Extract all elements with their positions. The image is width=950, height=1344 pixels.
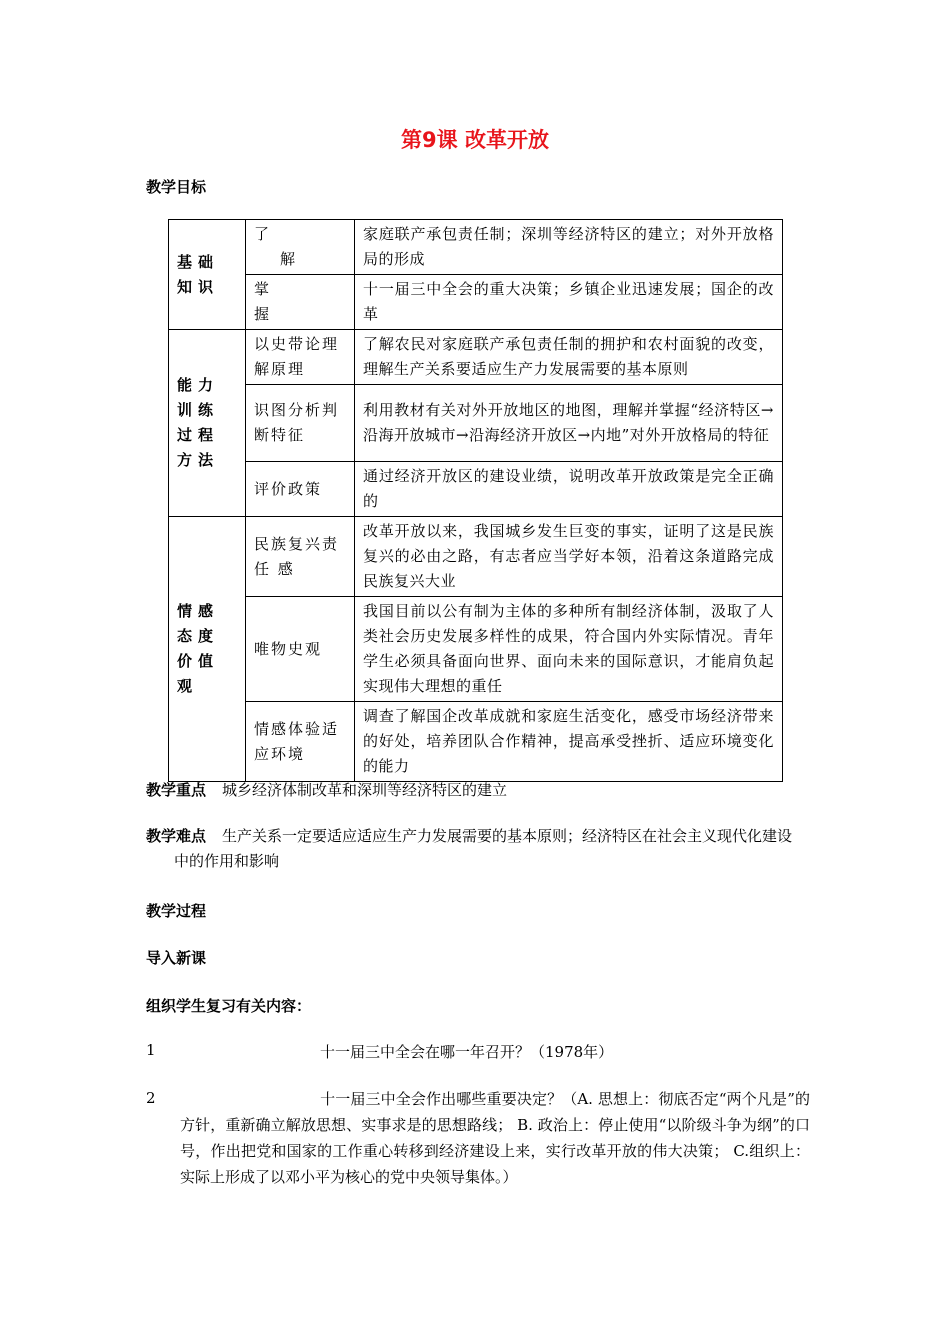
desc-historical-materialism: 我国目前以公有制为主体的多种所有制经济体制，汲取了人类社会历史发展多样性的成果，符合国内外实际情况。青年学生必须具备面向世界、面向未来的国际意识，才能肩负起实现伟大理想的重任 bbox=[355, 597, 783, 702]
question-text: 十一届三中全会在哪一年召开？（1978年） bbox=[320, 1043, 614, 1061]
table-row bbox=[169, 385, 783, 462]
table-row bbox=[169, 275, 783, 330]
question-number: 2 bbox=[146, 1089, 156, 1107]
desc-emotional-experience: 调查了解国企改革成就和家庭生活变化，感受市场经济带来的好处，培养团队合作精神，提高承受挫折、适应环境变化的能力 bbox=[355, 702, 783, 782]
table-row bbox=[169, 462, 783, 517]
sub-historical-materialism: 唯物史观 bbox=[246, 597, 355, 702]
question-number: 1 bbox=[146, 1041, 156, 1059]
key-point bbox=[146, 778, 806, 803]
sub-understand-a: 了 bbox=[254, 225, 272, 243]
review-heading: 组织学生复习有关内容： bbox=[146, 997, 312, 1015]
difficulty bbox=[146, 824, 806, 874]
category-basic: 基础知识 bbox=[169, 220, 246, 330]
desc-map-analysis: 利用教材有关对外开放地区的地图，理解并掌握“经济特区→沿海开放城市→沿海经济开放区→内地”对外开放格局的特征 bbox=[355, 385, 783, 462]
sub-history-theory: 以史带论理解原理 bbox=[246, 330, 355, 385]
sub-master-b: 握 bbox=[254, 305, 272, 323]
desc-history-theory: 了解农民对家庭联产承包责任制的拥护和农村面貌的改变，理解生产关系要适应生产力发展需要的基本原则 bbox=[355, 330, 783, 385]
sub-understand-b: 解 bbox=[280, 250, 298, 268]
sub-evaluate-policy: 评价政策 bbox=[246, 462, 355, 517]
difficulty-label: 教学难点 bbox=[146, 827, 207, 845]
key-point-label: 教学重点 bbox=[146, 781, 207, 799]
category-ability: 能力训练过程方法 bbox=[169, 330, 246, 517]
table-row bbox=[169, 597, 783, 702]
lesson-title: 第9课 改革开放 bbox=[401, 128, 549, 152]
sub-map-analysis: 识图分析判断特征 bbox=[246, 385, 355, 462]
key-point-text: 城乡经济体制改革和深圳等经济特区的建立 bbox=[222, 781, 508, 799]
table-row bbox=[169, 330, 783, 385]
desc-evaluate-policy: 通过经济开放区的建设业绩，说明改革开放政策是完全正确的 bbox=[355, 462, 783, 517]
sub-master-a: 掌 bbox=[254, 280, 272, 298]
question-item bbox=[180, 1086, 810, 1190]
question-item bbox=[180, 1039, 810, 1065]
category-emotion: 情感态度价值观 bbox=[169, 517, 246, 782]
table-row bbox=[169, 702, 783, 782]
goals-heading: 教学目标 bbox=[146, 178, 207, 196]
question-text: 十一届三中全会作出哪些重要决定？（A. 思想上：彻底否定“两个凡是”的方针，重新确立解放思想、实事求是的思想路线； B. 政治上：停止使用“以阶级斗争为纲”的口号，作出把党和国家的工作重心转移到经济建设上来，实行改革开放的伟大决策； C.组织上：实际上形成了以邓小平为核心的党中央领导集体。） bbox=[180, 1090, 810, 1186]
sub-emotional-experience: 情感体验适应环境 bbox=[246, 702, 355, 782]
desc-understand: 家庭联产承包责任制；深圳等经济特区的建立；对外开放格局的形成 bbox=[355, 220, 783, 275]
teaching-goals-table bbox=[168, 219, 783, 782]
sub-national-revival: 民族复兴责任 感 bbox=[246, 517, 355, 597]
sub-master bbox=[246, 275, 355, 330]
table-row bbox=[169, 220, 783, 275]
table-row bbox=[169, 517, 783, 597]
desc-master: 十一届三中全会的重大决策；乡镇企业迅速发展；国企的改革 bbox=[355, 275, 783, 330]
process-heading: 教学过程 bbox=[146, 902, 207, 920]
difficulty-text: 生产关系一定要适应适应生产力发展需要的基本原则；经济特区在社会主义现代化建设中的作用和影响 bbox=[174, 827, 793, 870]
intro-heading: 导入新课 bbox=[146, 949, 207, 967]
desc-national-revival: 改革开放以来，我国城乡发生巨变的事实，证明了这是民族复兴的必由之路，有志者应当学好本领，沿着这条道路完成民族复兴大业 bbox=[355, 517, 783, 597]
sub-understand bbox=[246, 220, 355, 275]
